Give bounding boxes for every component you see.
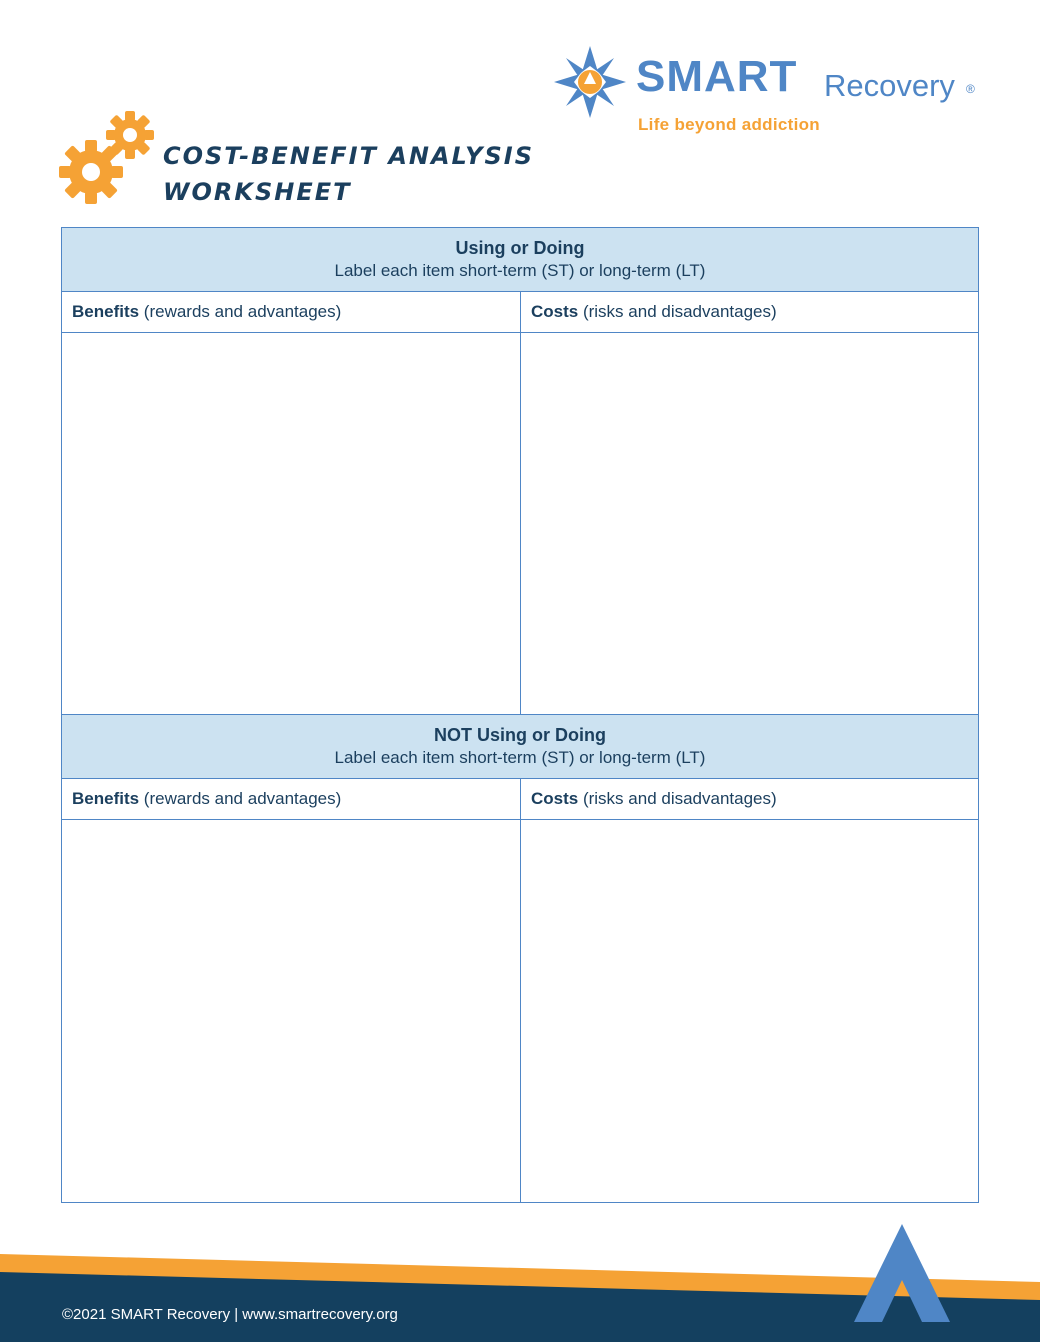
benefits-header — [62, 292, 520, 332]
column-header-row — [62, 292, 978, 333]
registered-mark: ® — [966, 82, 975, 96]
section-subheading: Label each item short-term (ST) or long-term (LT) — [334, 261, 706, 280]
compass-star-icon — [552, 44, 628, 120]
benefits-entry-area[interactable] — [62, 333, 520, 714]
gears-icon — [58, 106, 158, 206]
section-header-using — [62, 228, 978, 292]
costs-entry-area[interactable] — [520, 820, 978, 1202]
costs-entry-area[interactable] — [520, 333, 978, 714]
section-heading: Using or Doing — [455, 238, 585, 258]
costs-label: Costs — [531, 302, 579, 321]
cost-benefit-table — [61, 227, 979, 1203]
worksheet-title — [163, 138, 534, 210]
section-subheading: Label each item short-term (ST) or long-term (LT) — [334, 748, 706, 767]
benefits-label: Benefits — [72, 789, 140, 808]
section-header-not-using — [62, 715, 978, 779]
brand-name-bold: SMART — [636, 52, 798, 101]
title-line-1: COST-BENEFIT ANALYSIS — [163, 142, 534, 170]
brand-name-regular: Recovery — [824, 68, 955, 103]
entry-row — [62, 333, 978, 715]
title-line-2: WORKSHEET — [163, 178, 352, 206]
costs-description: (risks and disadvantages) — [578, 302, 777, 321]
smart-recovery-logo — [552, 44, 992, 144]
benefits-header — [62, 779, 520, 819]
benefits-description: (rewards and advantages) — [139, 302, 342, 321]
benefits-entry-area[interactable] — [62, 820, 520, 1202]
benefits-label: Benefits — [72, 302, 140, 321]
costs-header — [520, 779, 978, 819]
footer-copyright: ©2021 SMART Recovery | www.smartrecovery.org — [62, 1306, 398, 1323]
section-heading: NOT Using or Doing — [434, 725, 606, 745]
brand-tagline: Life beyond addiction — [638, 115, 820, 134]
footer-band — [0, 1220, 1040, 1342]
costs-description: (risks and disadvantages) — [578, 789, 777, 808]
entry-row — [62, 820, 978, 1202]
costs-header — [520, 292, 978, 332]
costs-label: Costs — [531, 789, 579, 808]
column-header-row — [62, 779, 978, 820]
benefits-description: (rewards and advantages) — [139, 789, 342, 808]
